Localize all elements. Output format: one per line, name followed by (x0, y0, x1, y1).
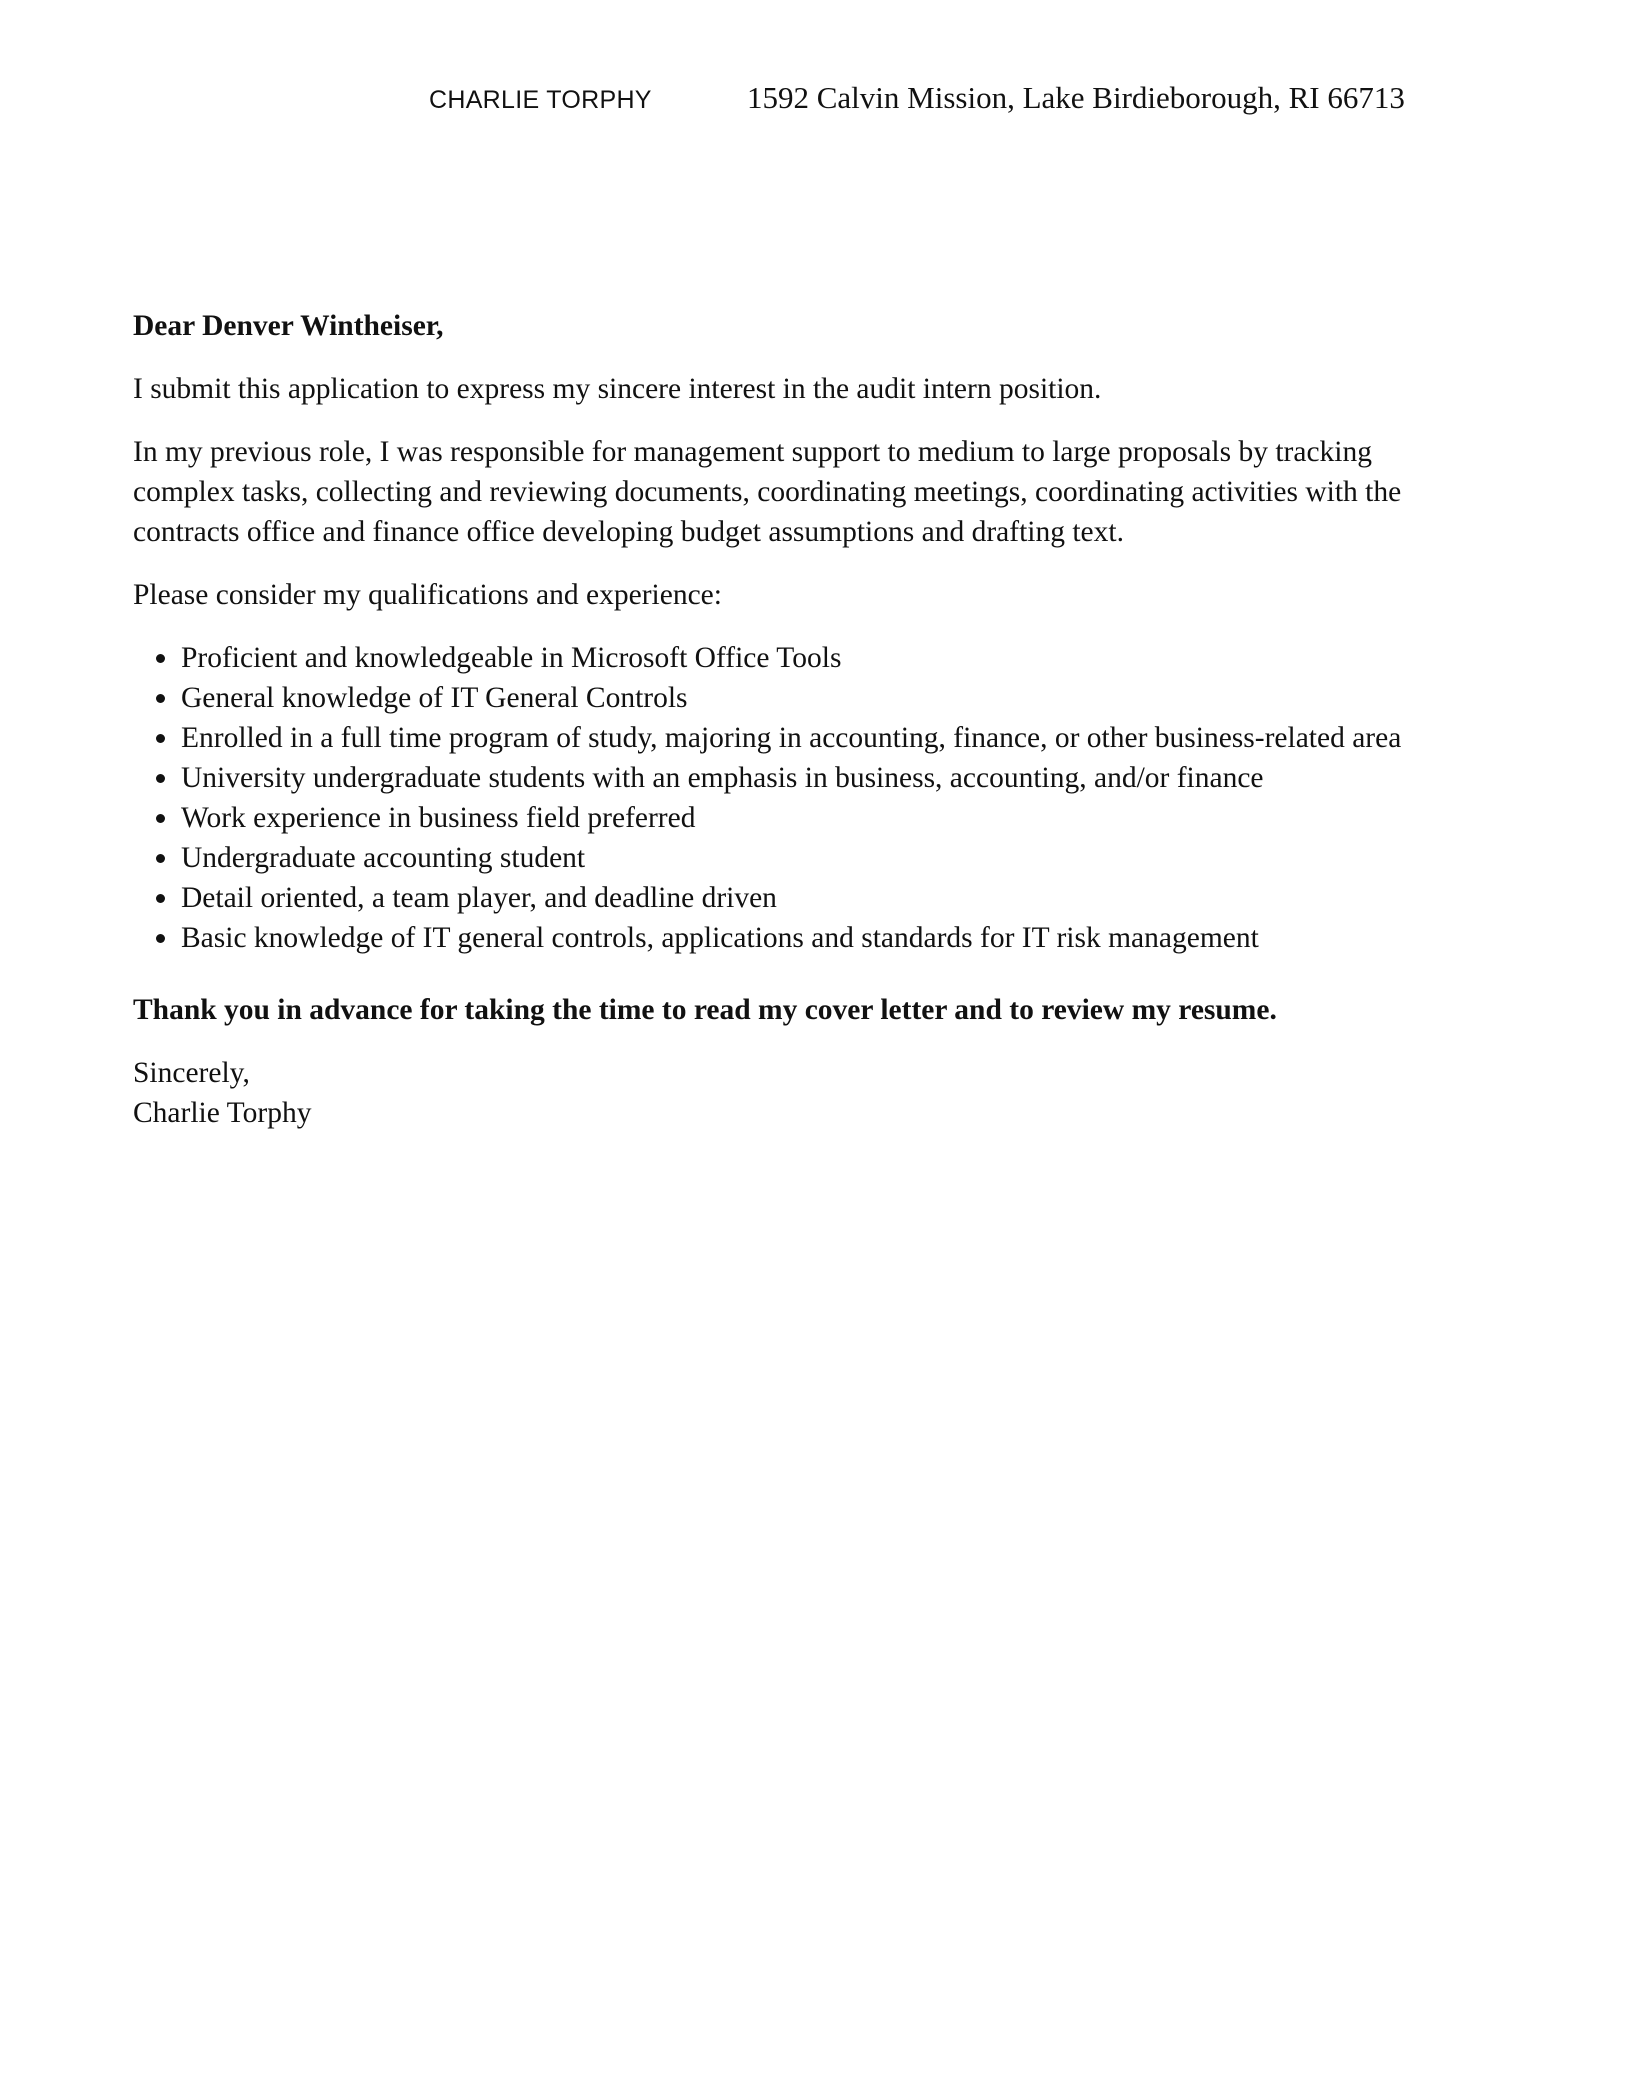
list-item: Undergraduate accounting student (133, 838, 1463, 878)
experience-paragraph: In my previous role, I was responsible for management support to medium to large proposals by tracking complex tasks, collecting and reviewing documents, coordinating meetings, coordinating activities with the contracts office and finance office developing budget assumptions and drafting text. (133, 436, 1402, 548)
signature-name: Charlie Torphy (133, 1097, 312, 1129)
list-item: University undergraduate students with an emphasis in business, accounting, and/or finance (133, 758, 1463, 798)
intro-paragraph: I submit this application to express my sincere interest in the audit intern position. (133, 373, 1102, 405)
list-item: Work experience in business field preferred (133, 798, 1463, 838)
letter-body (133, 306, 1463, 1133)
list-item: Enrolled in a full time program of study, majoring in accounting, finance, or other business-related area (133, 718, 1463, 758)
thank-you-line: Thank you in advance for taking the time to read my cover letter and to review my resume. (133, 994, 1277, 1026)
list-item: Basic knowledge of IT general controls, applications and standards for IT risk management (133, 918, 1463, 958)
qualifications-intro: Please consider my qualifications and experience: (133, 579, 722, 611)
sender-name: CHARLIE TORPHY (429, 86, 652, 114)
letter-header (0, 76, 1632, 126)
salutation: Dear Denver Wintheiser, (133, 310, 444, 342)
qualifications-list (133, 638, 1463, 958)
list-item: Detail oriented, a team player, and deadline driven (133, 878, 1463, 918)
list-item: General knowledge of IT General Controls (133, 678, 1463, 718)
sender-address: 1592 Calvin Mission, Lake Birdieborough, RI 66713 (747, 80, 1405, 115)
list-item: Proficient and knowledgeable in Microsoft Office Tools (133, 638, 1463, 678)
closing: Sincerely, (133, 1057, 250, 1089)
